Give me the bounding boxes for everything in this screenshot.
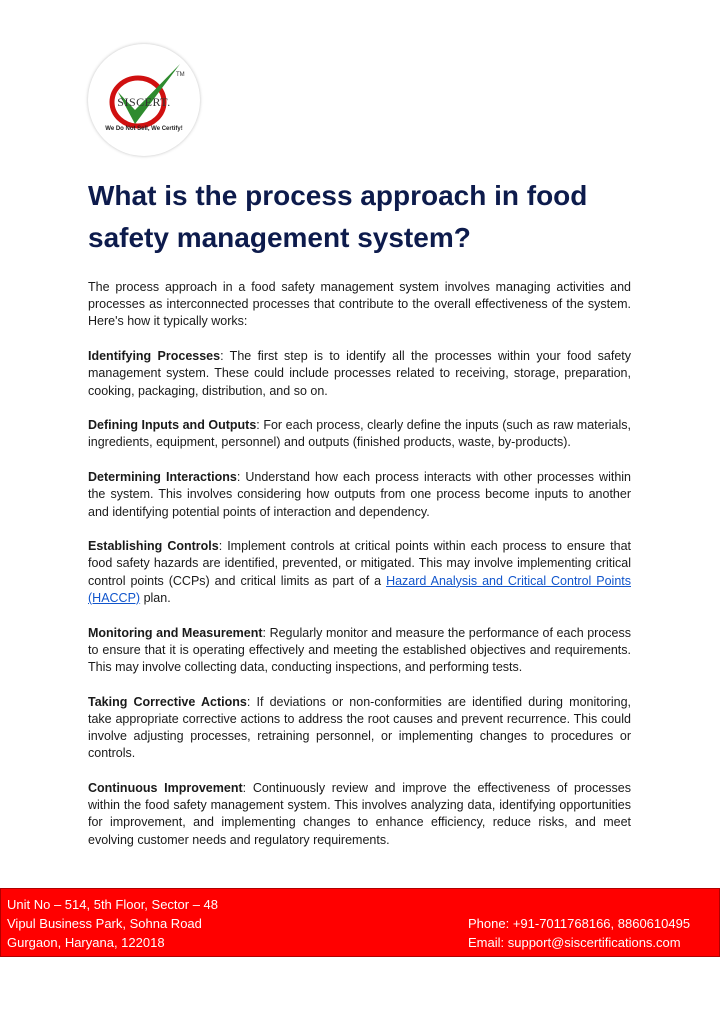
address-line-3: Gurgaon, Haryana, 122018 [7, 935, 165, 950]
section-heading: Monitoring and Measurement [88, 625, 263, 640]
page-title: What is the process approach in food safety management system? [88, 180, 588, 253]
article-body [88, 279, 631, 866]
section-heading: Determining Interactions [88, 470, 237, 485]
address-line-1: Unit No – 514, 5th Floor, Sector – 48 [7, 897, 219, 912]
section-heading: Identifying Processes [88, 349, 221, 364]
section-text: : For each process, clearly define the inputs (such as raw materials, ingredients, equipment, personnel) and outputs (finished products, waste, by-products). [88, 418, 631, 450]
section-text: : If deviations or non-conformities are identified during monitoring, take appropriate corrective actions to address the root causes and prevent recurrence. This could involve adjusting processes, retraining personnel, or implementing changes to procedures or controls. [88, 694, 631, 761]
address-line-2: Vipul Business Park, Sohna Road [7, 916, 202, 931]
section-heading: Defining Inputs and Outputs [88, 418, 257, 433]
section-monitoring-measurement [88, 625, 631, 677]
section-text: : Implement controls at critical points within each process to ensure that food safety hazards are identified, prevented, or mitigated. This may involve implementing critical control points (CCPs) and critical limits as part of a [88, 539, 631, 588]
section-defining-inputs-outputs [88, 417, 631, 451]
section-identifying-processes [88, 348, 631, 400]
logo-brand-text: SISCERT. [117, 95, 171, 109]
section-text: : Understand how each process interacts with other processes within the system. This involves considering how outputs from one process become inputs to another and identifying potential points of interaction and dependency. [88, 470, 631, 519]
section-continuous-improvement [88, 780, 631, 849]
footer-phone: Phone: +91-7011768166, 8860610495 [468, 916, 691, 931]
section-text-after: plan. [140, 590, 171, 605]
logo-tagline: We Do Not Sell, We Certify! [105, 126, 183, 132]
section-heading: Continuous Improvement [88, 780, 243, 795]
section-text: : Continuously review and improve the effectiveness of processes within the food safety management system. This involves analyzing data, identifying opportunities for improvement, and implementing changes to enhance efficiency, reduce risks, and meet evolving customer needs and regulatory requirements. [88, 780, 631, 847]
trademark-mark: TM [176, 72, 185, 78]
haccp-link[interactable]: Hazard Analysis and Critical Control Points (HACCP) [88, 573, 631, 605]
section-text: : Regularly monitor and measure the performance of each process to ensure that it is operating effectively and meeting the established objectives and requirements. This may involve collecting data, conducting inspections, and performing tests. [88, 625, 631, 674]
section-corrective-actions [88, 694, 631, 763]
section-text: : The first step is to identify all the processes within your food safety management system. These could include processes related to receiving, storage, preparation, cooking, packaging, distribution, and so on. [88, 349, 631, 398]
contact-footer [0, 888, 720, 957]
section-establishing-controls [88, 538, 631, 607]
section-determining-interactions [88, 469, 631, 521]
company-logo [88, 44, 200, 156]
footer-contact [468, 914, 690, 952]
section-heading: Establishing Controls [88, 539, 219, 554]
footer-address [7, 895, 218, 952]
footer-email: Email: support@siscertifications.com [468, 935, 681, 950]
section-heading: Taking Corrective Actions [88, 694, 247, 709]
intro-paragraph: The process approach in a food safety management system involves managing activities and processes as interconnected processes that contribute to the overall effectiveness of the system. Here's how it typically works: [88, 280, 631, 329]
